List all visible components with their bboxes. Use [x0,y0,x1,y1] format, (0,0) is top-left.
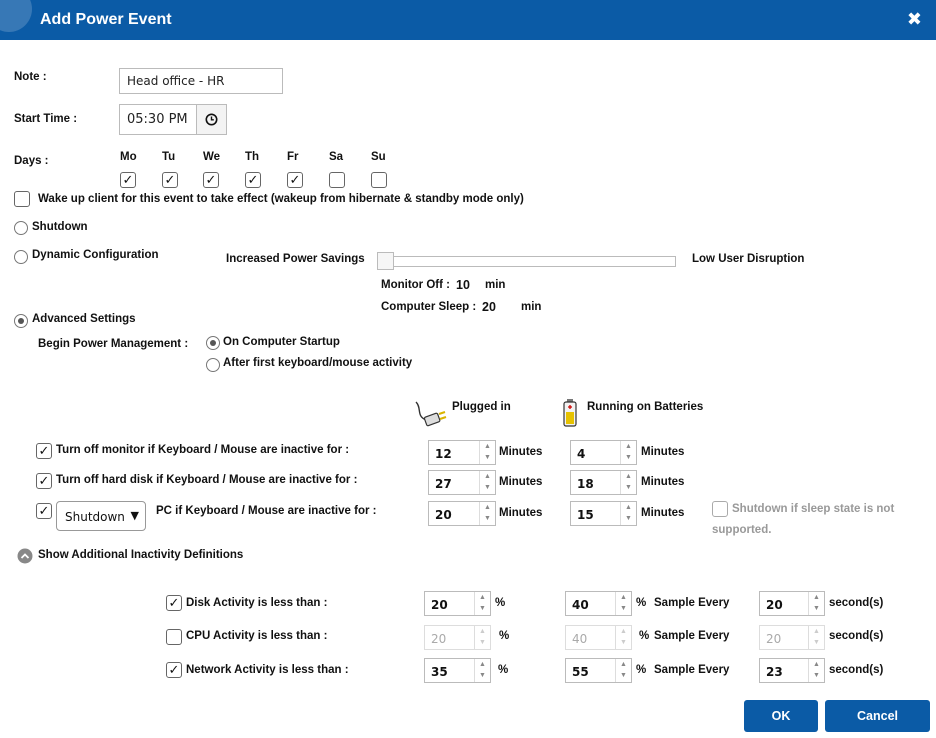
clock-button[interactable] [196,104,227,135]
day-checkbox-su[interactable] [371,172,387,188]
turn-off-monitor-label: Turn off monitor if Keyboard / Mouse are inactive for : [56,444,350,456]
spinner-value: 40 [572,598,589,612]
spin-down-icon[interactable]: ▼ [479,605,486,612]
shutdown-if-not-supported-label-2: supported. [712,524,772,536]
monitor-off-label: Monitor Off : [381,279,450,291]
hard-disk-plugged-spinner[interactable] [428,470,496,495]
computer-sleep-label: Computer Sleep : [381,301,477,313]
pc-battery-spinner[interactable] [570,501,637,526]
spinner-value: 20 [431,632,447,646]
plugged-in-header: Plugged in [452,401,511,413]
minutes-label: Minutes [641,507,685,519]
dynamic-configuration-radio[interactable] [14,250,28,264]
day-checkbox-mo[interactable]: ✓ [120,172,136,188]
percent-label: % [495,597,506,609]
dynamic-configuration-label: Dynamic Configuration [32,249,159,261]
spin-down-icon[interactable]: ▼ [625,484,632,491]
wake-up-checkbox[interactable] [14,191,30,207]
spinner-value: 15 [577,508,594,522]
day-checkbox-th[interactable]: ✓ [245,172,261,188]
spinner-value: 35 [431,665,448,679]
spinner-value: 12 [435,447,452,461]
spinner-value: 18 [577,477,594,491]
turn-off-hard-disk-checkbox[interactable]: ✓ [36,473,52,489]
spin-up-icon[interactable]: ▲ [484,504,491,511]
percent-label: % [636,664,647,676]
cpu-battery-spinner[interactable] [565,625,632,650]
minutes-label: Minutes [641,446,685,458]
battery-icon [562,398,578,428]
day-label-th: Th [245,151,260,163]
network-activity-checkbox[interactable]: ✓ [166,662,182,678]
sample-every-label: Sample Every [654,630,730,642]
day-label-mo: Mo [120,151,137,163]
network-plugged-spinner[interactable] [424,658,491,683]
shutdown-label: Shutdown [32,221,88,233]
sample-every-label: Sample Every [654,597,730,609]
disk-sample-spinner[interactable] [759,591,825,616]
day-label-fr: Fr [287,151,299,163]
wake-up-label: Wake up client for this event to take effect (wakeup from hibernate & standby mode only) [38,193,524,205]
spinner-value: 20 [435,508,452,522]
spin-down-icon[interactable]: ▼ [484,515,491,522]
power-slider-handle[interactable] [377,252,394,270]
spin-up-icon[interactable]: ▲ [484,473,491,480]
shutdown-radio[interactable] [14,221,28,235]
seconds-label: second(s) [829,597,884,609]
power-slider-track[interactable] [377,256,676,267]
running-on-batteries-header: Running on Batteries [587,401,704,413]
spin-down-icon[interactable]: ▼ [620,605,627,612]
spin-down-icon[interactable]: ▼ [813,672,820,679]
day-label-we: We [203,151,221,163]
day-checkbox-we[interactable]: ✓ [203,172,219,188]
slider-right-label: Low User Disruption [692,253,805,265]
pc-action-selected: Shutdown [65,510,125,524]
on-startup-radio[interactable] [206,336,220,350]
spin-up-icon[interactable]: ▲ [625,504,632,511]
spin-down-icon[interactable]: ▼ [813,639,820,646]
day-checkbox-fr[interactable]: ✓ [287,172,303,188]
shutdown-if-not-supported-checkbox[interactable] [712,501,728,517]
chevron-up-icon[interactable] [17,548,33,564]
spinner-value: 40 [572,632,588,646]
disk-battery-spinner[interactable] [565,591,632,616]
pc-action-label: PC if Keyboard / Mouse are inactive for : [156,505,377,517]
spin-down-icon[interactable]: ▼ [625,515,632,522]
disk-plugged-spinner[interactable] [424,591,491,616]
app-logo-icon [0,0,32,32]
note-input[interactable]: Head office - HR [119,68,283,94]
spinner-value: 55 [572,665,589,679]
minutes-label: Minutes [499,476,543,488]
percent-label: % [498,664,509,676]
spin-up-icon[interactable]: ▲ [813,661,820,668]
monitor-plugged-spinner[interactable] [428,440,496,465]
shutdown-if-not-supported-label: Shutdown if sleep state is not [732,503,895,515]
spin-up-icon[interactable]: ▲ [620,594,627,601]
begin-power-management-label: Begin Power Management : [38,338,189,350]
disk-activity-checkbox[interactable]: ✓ [166,595,182,611]
spin-down-icon[interactable]: ▼ [484,484,491,491]
show-additional-inactivity-toggle[interactable]: Show Additional Inactivity Definitions [38,549,244,561]
advanced-settings-radio[interactable] [14,314,28,328]
pc-action-checkbox[interactable]: ✓ [36,503,52,519]
network-activity-label: Network Activity is less than : [186,664,349,676]
spin-up-icon[interactable]: ▲ [479,661,486,668]
spin-down-icon[interactable]: ▼ [813,605,820,612]
after-activity-radio[interactable] [206,358,220,372]
close-icon[interactable]: ✖ [906,9,922,29]
spin-down-icon[interactable]: ▼ [620,639,627,646]
network-battery-spinner[interactable] [565,658,632,683]
spin-up-icon[interactable]: ▲ [813,594,820,601]
computer-sleep-unit: min [521,301,542,313]
spinner-value: 4 [577,447,586,461]
spinner-value: 20 [766,598,783,612]
pc-action-select[interactable] [56,501,146,531]
chevron-down-icon: ▼ [130,509,139,522]
minutes-label: Minutes [641,476,685,488]
cpu-sample-spinner[interactable] [759,625,825,650]
computer-sleep-value: 20 [482,300,496,314]
minutes-label: Minutes [499,507,543,519]
sample-every-label: Sample Every [654,664,730,676]
seconds-label: second(s) [829,630,884,642]
day-label-su: Su [371,151,386,163]
spin-up-icon[interactable]: ▲ [620,661,627,668]
spin-up-icon[interactable]: ▲ [625,473,632,480]
seconds-label: second(s) [829,664,884,676]
spin-up-icon[interactable]: ▲ [479,594,486,601]
spin-down-icon[interactable]: ▼ [620,672,627,679]
spinner-value: 20 [431,598,448,612]
start-time-label: Start Time : [14,113,78,125]
advanced-settings-label: Advanced Settings [32,313,136,325]
cancel-button[interactable]: Cancel [825,700,930,732]
spin-up-icon[interactable]: ▲ [479,628,486,635]
percent-label: % [499,630,510,642]
start-time-input[interactable]: 05:30 PM [119,104,197,135]
hard-disk-battery-spinner[interactable] [570,470,637,495]
spin-up-icon[interactable]: ▲ [625,443,632,450]
spin-down-icon[interactable]: ▼ [484,454,491,461]
percent-label: % [636,597,647,609]
title-bar [0,0,936,40]
clock-icon [197,105,226,134]
spinner-value: 20 [766,632,782,646]
network-sample-spinner[interactable] [759,658,825,683]
monitor-battery-spinner[interactable] [570,440,637,465]
after-activity-label: After first keyboard/mouse activity [223,357,413,369]
cpu-activity-label: CPU Activity is less than : [186,630,328,642]
day-label-tu: Tu [162,151,176,163]
ok-button[interactable]: OK [744,700,818,732]
disk-activity-label: Disk Activity is less than : [186,597,328,609]
cpu-activity-checkbox[interactable] [166,629,182,645]
minutes-label: Minutes [499,446,543,458]
dialog-title: Add Power Event [40,11,172,28]
note-label: Note : [14,71,47,83]
turn-off-monitor-checkbox[interactable]: ✓ [36,443,52,459]
percent-label: % [639,630,650,642]
day-label-sa: Sa [329,151,344,163]
on-startup-label: On Computer Startup [223,336,340,348]
spin-up-icon[interactable]: ▲ [813,628,820,635]
spinner-value: 23 [766,665,783,679]
monitor-off-value: 10 [456,278,470,292]
monitor-off-unit: min [485,279,506,291]
plug-icon [412,398,450,430]
cpu-plugged-spinner[interactable] [424,625,491,650]
spin-down-icon[interactable]: ▼ [625,454,632,461]
spin-down-icon[interactable]: ▼ [479,672,486,679]
pc-plugged-spinner[interactable] [428,501,496,526]
spin-up-icon[interactable]: ▲ [620,628,627,635]
day-checkbox-sa[interactable] [329,172,345,188]
days-label: Days : [14,155,49,167]
spin-down-icon[interactable]: ▼ [479,639,486,646]
slider-left-label: Increased Power Savings [226,253,365,265]
spin-up-icon[interactable]: ▲ [484,443,491,450]
day-checkbox-tu[interactable]: ✓ [162,172,178,188]
turn-off-hard-disk-label: Turn off hard disk if Keyboard / Mouse are inactive for : [56,474,358,486]
spinner-value: 27 [435,477,452,491]
